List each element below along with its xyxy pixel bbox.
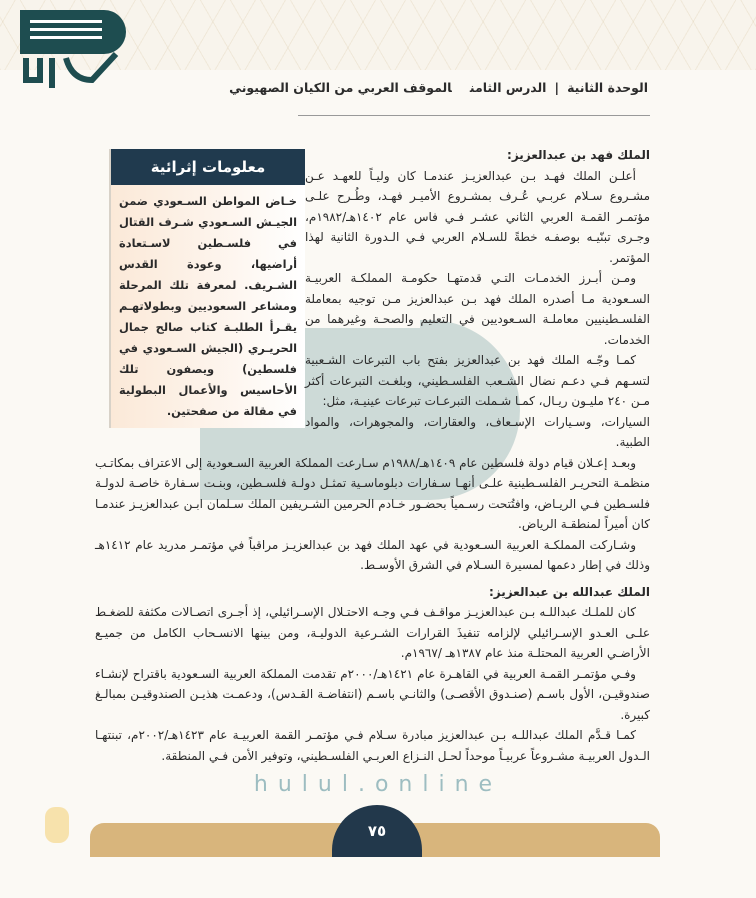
- lesson-label: الدرس الثامن: [469, 80, 547, 95]
- paragraph: كان للملـك عبداللـه بـن عبدالعزيـز مواقـف فـي وجـه الاحتـلال الإسـرائيلي، إذ أجـرى اتصـالات مكثفة للضغـط علـى العـدو الإسـرائيلي لإلزامه تنفيذَ القرارات الشـرعية الدوليـة، ومن بينها الانسـحاب الكامل من جميـع الأراضـي العربية المحتلـة منذ عام ١٣٨٧هـ /١٩٦٧م.: [95, 605, 650, 660]
- paragraph: السيارات، وسـيارات الإسـعاف، والعقارات، والمجوهرات، والمواد الطبية.: [305, 414, 650, 449]
- header-separator: |: [554, 80, 560, 95]
- enrichment-box: [109, 149, 305, 428]
- paragraph: وبعـد إعـلان قيام دولة فلسطين عام ١٤٠٩هـ/١٩٨٨م سـارعت المملكة العربية السـعودية إلى الاعتراف بمكاتـب منظمـة التحريـر الفلسـطينية علـى أنهـا سـفارات دبلوماسـية تمثـل دولـة فلسـطين، وبنـت سـفارة خاصـة لدولـة فلسـطين فـي الريـاض، وافتُتحت رسـمياً بحضـور خـادم الحرمين الشـريفين الملك سـلمان ابـن عبدالعزيـز عندمـا كان أميراً لمنطقـة الرياض.: [95, 455, 650, 531]
- page-number: ٧٥: [332, 805, 422, 857]
- paragraph: أعلـن الملك فهـد بـن عبدالعزيـز عندمـا كان وليـاً للعهـد عـن مشـروع سـلام عربـي عُـرف بمشـروع الأميـر فهـد، وطُـرح علـى مؤتمـر القمـة العربي الثاني عشـر فـي فاس عام ١٤٠٢هـ/١٩٨٢م، وجـرى تبنّيـه بوصفـه خطةً للسـلام العربي فـي الـدورة الثانية لهذا المؤتمر.: [305, 168, 650, 265]
- topic-label: الموقف العربي من الكيان الصهيوني: [229, 80, 452, 95]
- page-footer: [0, 801, 756, 857]
- paragraph: كمـا وجّـه الملك فهد بن عبدالعزيز بفتح باب التبرعات الشـعبية لتسـهم فـي دعـم نضال الشـعب الفلسـطيني، وبلغـت التبرعات أكثر مـن ٢٤٠ مليـون ريـال، كمـا شـملت التبرعـات تبرعات عينيـة، مثل:: [305, 353, 650, 408]
- enrichment-text: خـاض المواطن السـعودي ضمن الجيـش السـعودي شـرف القتال في فلسـطين لاسـتعادة أراضيها، وعودة القدس الشـريف. لمعرفة تلك المرحلة ومشاعر السعوديين وبطولاتهـم يقـرأ الطلبـة كتاب صالح جمال الحريـري (الجيش السـعودي في فلسطين) ويصفون تلك الأحاسيس والأعمال البطولية في مقالة من صفحتين.: [111, 185, 305, 428]
- paragraph: ومـن أبـرز الخدمـات التـي قدمتهـا حكومـة المملكـة العربيـة السـعودية مـا أصدره الملك فهد بـن عبدالعزيز مـن توجيه بمعاملة الفلسـطينيين معاملـة السـعوديين في التعليم والصحـة وغيرهما من الخدمات.: [305, 271, 650, 347]
- page-content: [95, 0, 650, 766]
- paragraph: وشـاركت المملكـة العربية السـعودية في عهد الملك فهد بن عبدالعزيـز مراقباً في مؤتمـر مدريد عام ١٤١٢هـ وذلك في إطار دعمها لمسيرة السـلام في الشرق الأوسـط.: [95, 537, 650, 572]
- watermark-text: hulul.online: [253, 772, 503, 797]
- enrichment-title: معلومات إثرائية: [111, 149, 305, 185]
- unit-label: الوحدة الثانية: [567, 80, 648, 95]
- abdullah-heading: الملك عبدالله بن عبدالعزيز:: [488, 584, 650, 599]
- paragraph: كمـا قـدَّم الملك عبداللـه بـن عبدالعزيز مبادرة سـلام فـي مؤتمـر القمة العربيـة عام ١٤٢٣هـ/٢٠٠٢م، تبنتهـا الـدول العربيـة مشـروعاً عربيـاً موحداً لحـل النـزاع العربـي الفلسـطيني، وتوفير الأمن فـي المنطقة.: [95, 728, 650, 763]
- corner-ornament: [45, 807, 69, 843]
- paragraph: وفـي مؤتمـر القمـة العربية في القاهـرة عام ١٤٢١هـ/٢٠٠٠م تقدمت المملكة العربية السـعودية باقتراح لإنشـاء صندوقيـن، الأول باسـم (صنـدوق الأقصـى) والثانـي باسـم (انتفاضـة القـدس)، ودعمـت هذيـن الصندوقيـن بمبالـغ كبيرة.: [95, 666, 650, 722]
- fahd-heading: الملك فهد بن عبدالعزيز:: [507, 148, 650, 162]
